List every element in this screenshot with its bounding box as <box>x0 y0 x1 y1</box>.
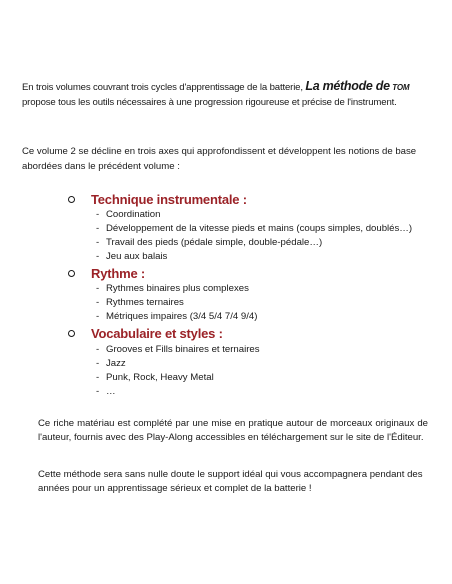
section-title: Rythme : <box>91 266 146 281</box>
list-item: - Métriques impaires (3/4 5/4 7/4 9/4) <box>96 311 258 322</box>
section-technique-list <box>96 208 412 264</box>
lead-paragraph: Ce volume 2 se décline en trois axes qui approfondissent et développent les notions de base abordées dans le précédent volume : <box>22 146 417 172</box>
circle-bullet-icon <box>68 270 75 277</box>
list-item: - Coordination <box>96 209 161 220</box>
outro-paragraph: Ce riche matériau est complété par une mise en pratique autour de morceaux originaux de l'auteur, fournis avec des Play-Along accessibles en téléchargement sur le site de l'Éditeur. <box>38 418 428 443</box>
section-vocabulaire-heading <box>68 326 223 341</box>
list-item: - Rythmes binaires plus complexes <box>96 283 249 294</box>
list-item: - Développement de la vitesse pieds et mains (coups simples, doublés…) <box>96 223 413 234</box>
list-item: - Rythmes ternaires <box>96 297 184 308</box>
closing-paragraph: Cette méthode sera sans nulle doute le support idéal qui vous accompagnera pendant des années pour un apprentissage sérieux et complet de la batterie ! <box>38 469 423 494</box>
list-item: - Jazz <box>96 358 126 369</box>
intro-paragraph <box>22 79 437 110</box>
section-technique-heading <box>68 192 247 207</box>
circle-bullet-icon <box>68 196 75 203</box>
list-item: - … <box>96 386 116 397</box>
brand-author: TOM <box>392 83 410 92</box>
circle-bullet-icon <box>68 330 75 337</box>
section-title: Technique instrumentale : <box>91 192 247 207</box>
brand-title: La méthode de <box>305 79 390 93</box>
section-vocabulaire-list <box>96 343 260 399</box>
intro-text: En trois volumes couvrant trois cycles d'apprentissage de la batterie, <box>22 82 306 93</box>
list-item: - Grooves et Fills binaires et ternaires <box>96 344 260 355</box>
section-title: Vocabulaire et styles : <box>91 326 223 341</box>
list-item: - Punk, Rock, Heavy Metal <box>96 372 214 383</box>
list-item: - Jeu aux balais <box>96 251 168 262</box>
intro-line2: propose tous les outils nécessaires à une progression rigoureuse et précise de l'instrument. <box>22 97 397 108</box>
list-item: - Travail des pieds (pédale simple, double-pédale…) <box>96 237 323 248</box>
section-rythme-list <box>96 282 257 324</box>
section-rythme-heading <box>68 266 145 281</box>
